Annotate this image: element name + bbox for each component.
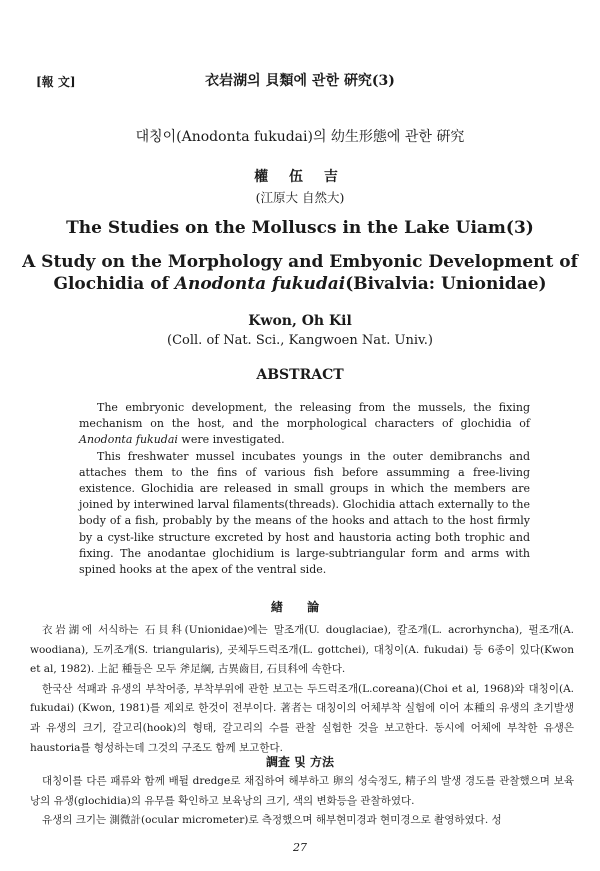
korean-title: 대칭이(Anodonta fukudai)의 幼生形態에 관한 硏究 <box>135 129 465 145</box>
methods-paragraph-2: 유생의 크기는 測微計(ocular micrometer)로 측정했으며 해부현미경과 현미경으로 촬영하였다. 성 <box>42 814 502 827</box>
section-label: [報 文] <box>36 75 76 89</box>
introduction-body <box>30 621 574 758</box>
english-affiliation: (Coll. of Nat. Sci., Kangwoen Nat. Univ.) <box>167 333 433 348</box>
english-title-line2: Glochidia of Anodonta fukudai(Bivalvia: Unionidae) <box>53 274 547 294</box>
english-title-line1: A Study on the Morphology and Embyonic Development of <box>22 252 578 272</box>
abstract-heading: ABSTRACT <box>256 367 344 383</box>
methods-paragraph-1: 대칭이를 다른 패류와 함께 배뒬 dredge로 채집하여 해부하고 卵의 성숙정도, 精子의 발생 경도를 관찰했으며 보육낭의 유생(glochidia)의 유무를 확인하고 보육낭의 크기, 색의 변화등을 관찰하였다. <box>30 775 574 807</box>
page-number: 27 <box>293 841 307 854</box>
species-name: Anodonta fukudai <box>174 274 346 294</box>
korean-author: 權 伍 吉 <box>254 169 346 185</box>
introduction-paragraph-2: 한국산 석패과 유생의 부착어종, 부착부위에 관한 보고는 두드럭조개(L.coreana)(Choi et al, 1968)와 대칭이(A. fukudai) (Kwon, 1981)를 제외로 한것이 전부이다. 著者는 대칭이의 어체부착 실험에 이어 本種의 유생의 초기발생과 유생의 크기, 갈고리(hook)의 형태, 갈고리의 수를 관찰 실험한 것을 보고한다. 동시에 어체에 부착한 유생은 haustoria를 형성하는데 그것의 구조도 함께 보고한다. <box>30 682 574 754</box>
page-header <box>36 70 564 92</box>
methods-heading: 調査 및 方法 <box>266 755 334 769</box>
running-title: 衣岩湖의 貝類에 관한 硏究(3) <box>205 73 395 89</box>
english-series-title: The Studies on the Molluscs in the Lake Uiam(3) <box>66 218 534 238</box>
introduction-heading: 緖 論 <box>270 600 330 614</box>
english-title <box>0 251 600 295</box>
english-author: Kwon, Oh Kil <box>248 313 352 329</box>
abstract-paragraph-1: The embryonic development, the releasing from the mussels, the fixing mechanism on the host, and the morphological characters of glochidia of Anodonta fukudai were investigated. <box>79 401 530 447</box>
methods-body <box>30 772 574 831</box>
korean-affiliation: (江原大 自然大) <box>255 190 345 205</box>
introduction-paragraph-1: 衣岩湖에 서식하는 石貝科(Unionidae)에는 말조개(U. douglaciae), 칼조개(L. acrorhyncha), 펄조개(A. woodiana), 도끼조개(S. triangularis), 곳체두드럭조개(L. gottchei), 대칭이(A. fukudai) 등 6종이 있다(Kwon et al, 1982). 上記 種들은 모두 斧足綱, 古異齒目, 石貝科에 속한다. <box>30 624 574 676</box>
abstract-body <box>79 400 530 578</box>
abstract-paragraph-2: This freshwater mussel incubates youngs in the outer demibranchs and attaches them to the fins of various fish before assumming a free-living existence. Glochidia are released in small groups in which the members are joined by interwined larval filaments(threads). Glochidia attach externally to the body of a fish, probably by the means of the hooks and attach to the host firmly by a cyst-like structure excreted by host and haustoria acting both trophic and fixing. The anodantae glochidium is large-subtriangular form and arms with spined hooks at the apex of the ventral side. <box>79 449 530 577</box>
